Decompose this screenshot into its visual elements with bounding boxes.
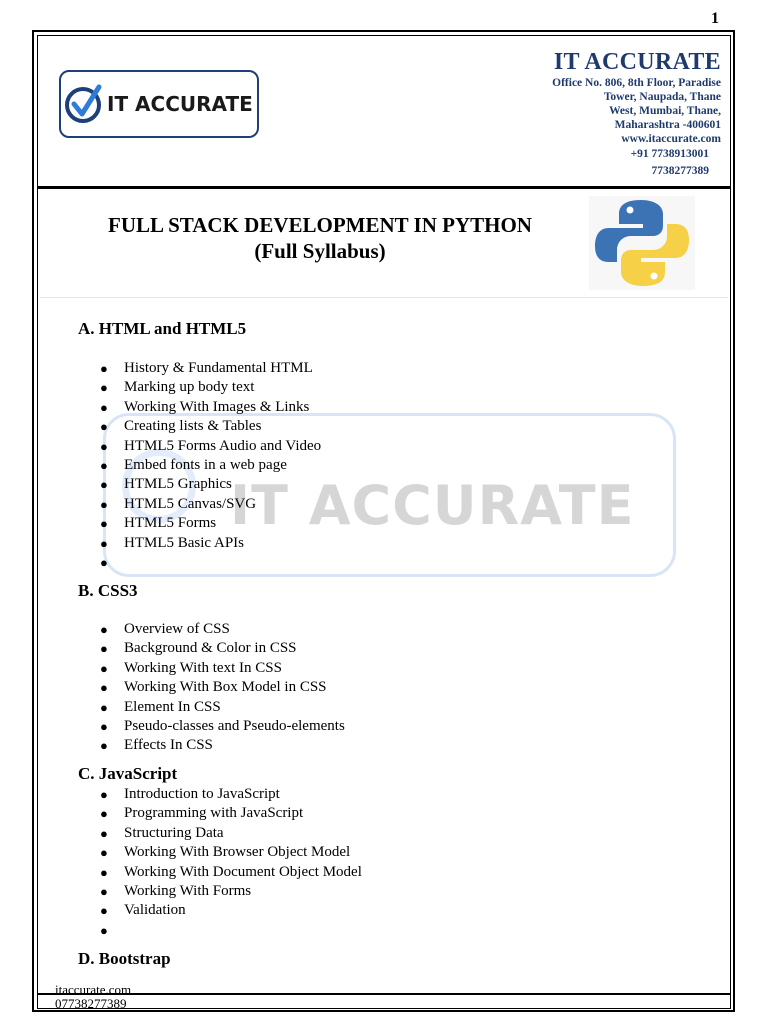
section-list-css: [100, 620, 345, 756]
phone-line: 7738277389: [651, 165, 709, 177]
bullet-icon: ●: [100, 787, 108, 802]
bullet-icon: ●: [100, 438, 108, 454]
bullet-icon: ●: [100, 660, 108, 676]
bullet-icon: ●: [100, 477, 108, 493]
list-item: ● Overview of CSS: [100, 620, 345, 639]
website-line: www.itaccurate.com: [621, 133, 721, 145]
title-line: FULL STACK DEVELOPMENT IN PYTHON: [108, 213, 532, 237]
bullet-icon: ●: [100, 622, 108, 637]
bullet-icon: ●: [100, 361, 108, 376]
bullet-icon: ●: [100, 419, 108, 435]
bullet-icon: ●: [100, 496, 108, 512]
section-heading-html: A. HTML and HTML5: [78, 319, 247, 338]
bullet-icon: ●: [100, 718, 108, 734]
section-list-html: [100, 359, 321, 572]
bullet-icon: ●: [100, 864, 108, 880]
phone-line: +91 7738913001: [630, 148, 709, 160]
address-line: Office No. 806, 8th Floor, Paradise: [552, 77, 721, 89]
list-item: ● HTML5 Forms: [100, 514, 321, 533]
bullet-icon: ●: [100, 922, 108, 938]
list-item: ● Effects In CSS: [100, 736, 345, 755]
document-title: [60, 212, 580, 264]
list-item: ● HTML5 Graphics: [100, 475, 321, 494]
title-divider: [40, 297, 728, 298]
list-item: ● Introduction to JavaScript: [100, 785, 362, 804]
list-item: ● Working With Forms: [100, 882, 362, 901]
footer-divider: [37, 993, 731, 995]
subtitle-line: (Full Syllabus): [254, 239, 386, 263]
list-item: ● HTML5 Basic APIs: [100, 534, 321, 553]
list-item: ● Working With text In CSS: [100, 659, 345, 678]
bullet-icon: ●: [100, 641, 108, 657]
company-info: [552, 48, 721, 180]
list-item: ● Validation: [100, 901, 362, 920]
bullet-icon: ●: [100, 699, 108, 715]
list-item: ● Marking up body text: [100, 378, 321, 397]
section-list-javascript: [100, 785, 362, 940]
bullet-icon: ●: [100, 399, 108, 415]
list-item: ● Pseudo-classes and Pseudo-elements: [100, 717, 345, 736]
list-item: ● Working With Browser Object Model: [100, 843, 362, 862]
section-heading-css: B. CSS3: [78, 581, 138, 600]
bullet-icon: ●: [100, 680, 108, 696]
list-item: ● Programming with JavaScript: [100, 804, 362, 823]
list-item: ● Background & Color in CSS: [100, 639, 345, 658]
list-item: ● HTML5 Canvas/SVG: [100, 495, 321, 514]
list-item: ● Creating lists & Tables: [100, 417, 321, 436]
address-line: Tower, Naupada, Thane: [603, 91, 721, 103]
section-heading-javascript: C. JavaScript: [78, 764, 178, 783]
bullet-icon: ●: [100, 554, 108, 570]
footer-website: itaccurate.com: [55, 982, 132, 997]
logo-text: IT ACCURATE: [107, 92, 253, 116]
bullet-icon: ●: [100, 535, 108, 551]
check-circle-icon: [63, 83, 103, 125]
list-item: ● Embed fonts in a web page: [100, 456, 321, 475]
list-item: [100, 553, 321, 572]
bullet-icon: ●: [100, 516, 108, 532]
company-logo: [59, 70, 259, 138]
watermark-text: IT ACCURATE: [230, 474, 635, 537]
company-name: IT ACCURATE: [553, 49, 721, 75]
header-divider: [37, 186, 731, 189]
page-number: 1: [711, 10, 719, 27]
bullet-icon: ●: [100, 806, 108, 822]
bullet-icon: ●: [100, 738, 108, 754]
bullet-icon: ●: [100, 845, 108, 861]
bullet-icon: ●: [100, 457, 108, 473]
address-line: West, Mumbai, Thane,: [609, 105, 721, 117]
list-item: ● History & Fundamental HTML: [100, 359, 321, 378]
list-item: ● HTML5 Forms Audio and Video: [100, 437, 321, 456]
footer-phone: 07738277389: [55, 996, 127, 1011]
bullet-icon: ●: [100, 380, 108, 396]
list-item: ● Working With Document Object Model: [100, 863, 362, 882]
python-logo-icon: [589, 196, 695, 290]
list-item: ● Working With Images & Links: [100, 398, 321, 417]
list-item: ● Structuring Data: [100, 824, 362, 843]
list-item: ● Working With Box Model in CSS: [100, 678, 345, 697]
bullet-icon: ●: [100, 825, 108, 841]
address-line: Maharashtra -400601: [614, 119, 721, 131]
list-item: [100, 921, 362, 940]
list-item: ● Element In CSS: [100, 698, 345, 717]
bullet-icon: ●: [100, 883, 108, 899]
section-heading-bootstrap: D. Bootstrap: [78, 949, 171, 968]
bullet-icon: ●: [100, 903, 108, 919]
